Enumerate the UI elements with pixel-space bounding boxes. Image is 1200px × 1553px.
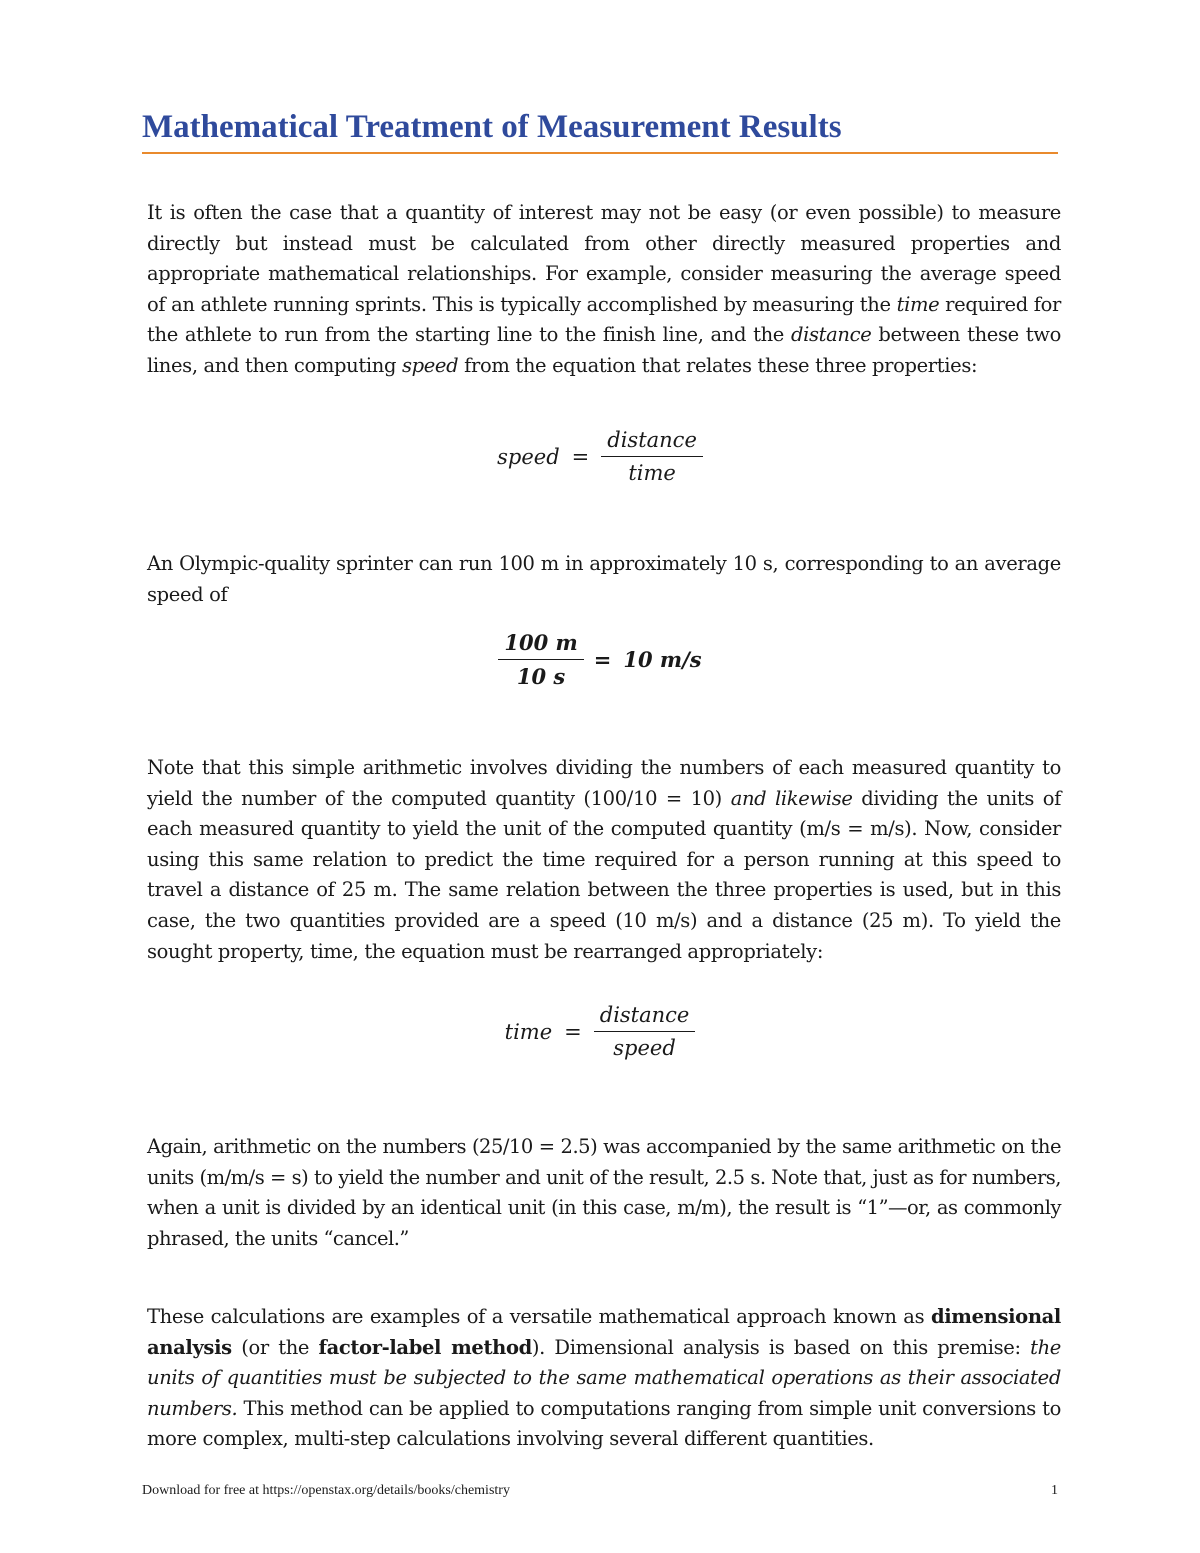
emphasis-and-likewise: and likewise (730, 786, 853, 810)
equation-time-equals: = (564, 1019, 582, 1044)
page-title: Mathematical Treatment of Measurement Results (142, 109, 842, 145)
paragraph-da-text-b: (or the (231, 1335, 319, 1359)
term-factor-label-method: factor-label method (318, 1335, 532, 1359)
term-speed: speed (401, 353, 459, 377)
equation-time-denominator: speed (613, 1036, 676, 1060)
term-dimensional-analysis: dimensional analysis (147, 1305, 1061, 1359)
term-time: time (896, 292, 940, 316)
equation-time-lhs: time (504, 1019, 553, 1044)
equation-sprinter-equals: = (593, 647, 612, 672)
paragraph-arithmetic (147, 753, 1061, 967)
footer-source-link[interactable]: Download for free at https://openstax.org/details/books/chemistry (142, 1483, 510, 1498)
paragraph-dimensional-analysis (147, 1302, 1061, 1455)
page-number: 1 (1051, 1483, 1058, 1498)
paragraph-intro-text-c: between these two lines, and then computing (147, 323, 1062, 377)
equation-speed-equals: = (571, 444, 590, 469)
paragraph-da-text-d: This method can be applied to computations ranging from simple unit conversions to more complex, multi-step calculations involving several different quantities. (147, 1396, 1061, 1451)
page-footer (142, 1483, 1058, 1499)
equation-sprinter-denominator: 10 s (516, 664, 566, 689)
equation-sprinter-result: 10 m/s (623, 647, 702, 672)
equation-sprinter-fraction (498, 630, 583, 689)
term-distance: distance (790, 323, 872, 347)
equation-sprinter-numerator: 100 m (498, 630, 583, 660)
equation-time-fraction (594, 1003, 696, 1060)
paragraph-intro (147, 198, 1061, 382)
paragraph-units-cancel: Again, arithmetic on the numbers (25/10 = 2.5) was accompanied by the same arithmetic on the units (m/m/s = s) to yield the number and unit of the result, 2.5 s. Note that, just as for numbers, when a unit is divided by an identical unit (in this case, m/m), the result is “1”—or, as commonly phrased, the units “cancel.” (147, 1135, 1061, 1250)
equation-speed-numerator: distance (601, 428, 703, 457)
equation-speed-denominator: time (628, 461, 676, 485)
equation-speed (0, 428, 1200, 485)
paragraph-da-text-a: These calculations are examples of a versatile mathematical approach known as (147, 1305, 931, 1328)
paragraph-da-text-c: ). Dimensional analysis is based on this premise: (531, 1335, 1031, 1359)
paragraph-arithmetic-text-b: dividing the units of each measured quantity to yield the unit of the computed quantity (m/s = m/s). Now, consider using this same relation to predict the time required for a person running at this speed to travel a distance of 25 m. The same relation between the three properties is used, but in this case, the two quantities provided are a speed (10 m/s) and a distance (25 m). To yield the sought property, time, the equation must be rearranged appropriately: (147, 786, 1061, 963)
paragraph-sprinter: An Olympic-quality sprinter can run 100 m in approximately 10 s, corresponding to an average speed of (147, 552, 1061, 606)
equation-sprinter-speed (0, 630, 1200, 689)
paragraph-intro-text-b: required for the athlete to run from the starting line to the finish line, and the (147, 292, 1061, 347)
premise-emphasis: the units of quantities must be subjected to the same mathematical operations as their associated numbers. (147, 1335, 1061, 1420)
equation-time (0, 1003, 1200, 1060)
paragraph-intro-text-a: It is often the case that a quantity of interest may not be easy (or even possible) to measure directly but instead must be calculated from other directly measured properties and appropriate mathematical relationships. For example, consider measuring the average speed of an athlete running sprints. This is typically accomplished by measuring the (147, 201, 1061, 316)
title-underline (142, 152, 1058, 154)
equation-time-numerator: distance (594, 1003, 696, 1032)
equation-speed-lhs: speed (497, 444, 560, 469)
paragraph-intro-text-d: from the equation that relates these three properties: (458, 353, 978, 377)
paragraph-arithmetic-text-a: Note that this simple arithmetic involves dividing the numbers of each measured quantity to yield the number of the computed quantity (100/10 = 10) (147, 756, 1061, 810)
equation-speed-fraction (601, 428, 703, 485)
